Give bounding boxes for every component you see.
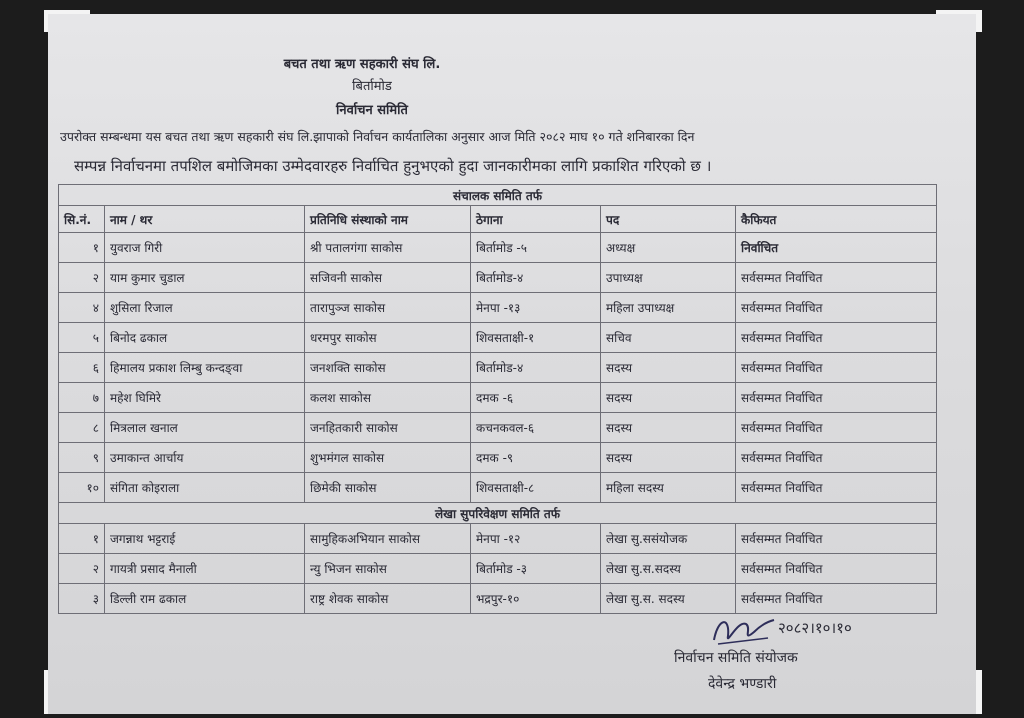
frame-corner-top-right-v	[976, 10, 982, 32]
signature-title: निर्वाचन समिति संयोजक	[674, 650, 798, 666]
cell-post: लेखा सु.स. सदस्य	[601, 584, 736, 614]
cell-org: जनहितकारी साकोस	[305, 413, 471, 443]
org-location: बिर्तामोड	[352, 79, 392, 94]
cell-serial: ७	[59, 383, 105, 413]
cell-serial: १	[59, 524, 105, 554]
cell-post: लेखा सु.ससंयोजक	[601, 524, 736, 554]
cell-address: शिवसताक्षी-१	[471, 323, 601, 353]
intro-line-2: सम्पन्न निर्वाचनमा तपशिल बमोजिमका उम्मेदवारहरु निर्वाचित हुनुभएको हुदा जानकारीमका लागि प्रकाशित गरिएको छ ।	[74, 157, 712, 175]
cell-remark: सर्वसम्मत निर्वाचित	[736, 263, 937, 293]
cell-remark: सर्वसम्मत निर्वाचित	[736, 383, 937, 413]
cell-name: याम कुमार चुडाल	[105, 263, 305, 293]
cell-post: महिला सदस्य	[601, 473, 736, 503]
intro-line-1: उपरोक्त सम्बन्धमा यस बचत तथा ऋण सहकारी संघ लि.झापाको निर्वाचन कार्यतालिका अनुसार आज मिति २०८२ माघ १० गते शनिबारका दिन	[60, 129, 695, 144]
cell-post: महिला उपाध्यक्ष	[601, 293, 736, 323]
cell-address: दमक -९	[471, 443, 601, 473]
cell-name: हिमालय प्रकाश लिम्बु कन्दङ्वा	[105, 353, 305, 383]
col-remark: कैफियत	[736, 206, 937, 233]
cell-org: न्यु भिजन साकोस	[305, 554, 471, 584]
cell-remark: सर्वसम्मत निर्वाचित	[736, 554, 937, 584]
cell-remark: सर्वसम्मत निर्वाचित	[736, 473, 937, 503]
cell-post: अध्यक्ष	[601, 233, 736, 263]
cell-post: सदस्य	[601, 443, 736, 473]
cell-post: सचिव	[601, 323, 736, 353]
cell-remark: सर्वसम्मत निर्वाचित	[736, 323, 937, 353]
cell-org: छिमेकी साकोस	[305, 473, 471, 503]
table-row	[59, 353, 937, 383]
cell-name: डिल्ली राम ढकाल	[105, 584, 305, 614]
col-org: प्रतिनिधि संस्थाको नाम	[305, 206, 471, 233]
cell-name: युवराज गिरी	[105, 233, 305, 263]
cell-org: सजिवनी साकोस	[305, 263, 471, 293]
cell-post: लेखा सु.स.सदस्य	[601, 554, 736, 584]
cell-address: कचनकवल-६	[471, 413, 601, 443]
cell-org: सामुहिकअभियान साकोस	[305, 524, 471, 554]
cell-org: शुभमंगल साकोस	[305, 443, 471, 473]
table-row	[59, 584, 937, 614]
cell-name: गायत्री प्रसाद मैनाली	[105, 554, 305, 584]
cell-serial: २	[59, 554, 105, 584]
table-row	[59, 413, 937, 443]
cell-remark: सर्वसम्मत निर्वाचित	[736, 413, 937, 443]
results-table	[58, 184, 937, 614]
cell-org: राष्ट्र शेवक साकोस	[305, 584, 471, 614]
section-header-row	[59, 503, 937, 524]
cell-name: शुसिला रिजाल	[105, 293, 305, 323]
cell-org: श्री पतालगंगा साकोस	[305, 233, 471, 263]
cell-serial: १०	[59, 473, 105, 503]
cell-org: कलश साकोस	[305, 383, 471, 413]
cell-org: तारापुञ्ज साकोस	[305, 293, 471, 323]
section-header-row	[59, 185, 937, 206]
cell-address: भद्रपुर-१०	[471, 584, 601, 614]
cell-address: बिर्तामोड-४	[471, 263, 601, 293]
cell-remark: सर्वसम्मत निर्वाचित	[736, 443, 937, 473]
cell-name: संगिता कोइराला	[105, 473, 305, 503]
cell-serial: ५	[59, 323, 105, 353]
table-row	[59, 263, 937, 293]
cell-serial: ८	[59, 413, 105, 443]
table-row	[59, 554, 937, 584]
cell-remark: सर्वसम्मत निर्वाचित	[736, 353, 937, 383]
col-address: ठेगाना	[471, 206, 601, 233]
cell-name: मित्रलाल खनाल	[105, 413, 305, 443]
cell-remark: सर्वसम्मत निर्वाचित	[736, 524, 937, 554]
cell-serial: ६	[59, 353, 105, 383]
table-row	[59, 524, 937, 554]
signature-name: देवेन्द्र भण्डारी	[708, 676, 777, 692]
section-title-board: संचालक समिति तर्फ	[59, 185, 937, 206]
cell-address: शिवसताक्षी-८	[471, 473, 601, 503]
cell-post: सदस्य	[601, 413, 736, 443]
col-post: पद	[601, 206, 736, 233]
cell-address: मेनपा -१२	[471, 524, 601, 554]
cell-address: बिर्तामोड -५	[471, 233, 601, 263]
table-row	[59, 323, 937, 353]
frame-corner-bottom-right	[976, 670, 982, 714]
table-row	[59, 233, 937, 263]
org-name: बचत तथा ऋण सहकारी संघ लि.	[283, 57, 441, 72]
cell-address: बिर्तामोड -३	[471, 554, 601, 584]
table-row	[59, 443, 937, 473]
table-row	[59, 293, 937, 323]
cell-serial: ३	[59, 584, 105, 614]
cell-post: उपाध्यक्ष	[601, 263, 736, 293]
table-row	[59, 383, 937, 413]
cell-address: मेनपा -१३	[471, 293, 601, 323]
cell-org: जनशक्ति साकोस	[305, 353, 471, 383]
cell-remark: सर्वसम्मत निर्वाचित	[736, 293, 937, 323]
col-serial: सि.नं.	[59, 206, 105, 233]
section-title-audit: लेखा सुपरिवेक्षण समिति तर्फ	[59, 503, 937, 524]
col-name: नाम / थर	[105, 206, 305, 233]
cell-address: बिर्तामोड-४	[471, 353, 601, 383]
cell-remark: सर्वसम्मत निर्वाचित	[736, 584, 937, 614]
cell-remark: निर्वाचित	[736, 233, 937, 263]
cell-post: सदस्य	[601, 383, 736, 413]
cell-serial: २	[59, 263, 105, 293]
signature-scribble	[708, 610, 778, 650]
cell-post: सदस्य	[601, 353, 736, 383]
table-row	[59, 473, 937, 503]
cell-name: बिनोद ढकाल	[105, 323, 305, 353]
cell-serial: १	[59, 233, 105, 263]
committee-title: निर्वाचन समिति	[336, 103, 408, 118]
cell-name: महेश घिमिरे	[105, 383, 305, 413]
document-paper	[48, 14, 976, 714]
cell-serial: ९	[59, 443, 105, 473]
cell-name: उमाकान्त आर्चाय	[105, 443, 305, 473]
cell-serial: ४	[59, 293, 105, 323]
column-header-row	[59, 206, 937, 233]
cell-address: दमक -६	[471, 383, 601, 413]
cell-org: धरमपुर साकोस	[305, 323, 471, 353]
signature-date: २०८२।१०।१०	[778, 619, 852, 637]
cell-name: जगन्नाथ भट्टराई	[105, 524, 305, 554]
